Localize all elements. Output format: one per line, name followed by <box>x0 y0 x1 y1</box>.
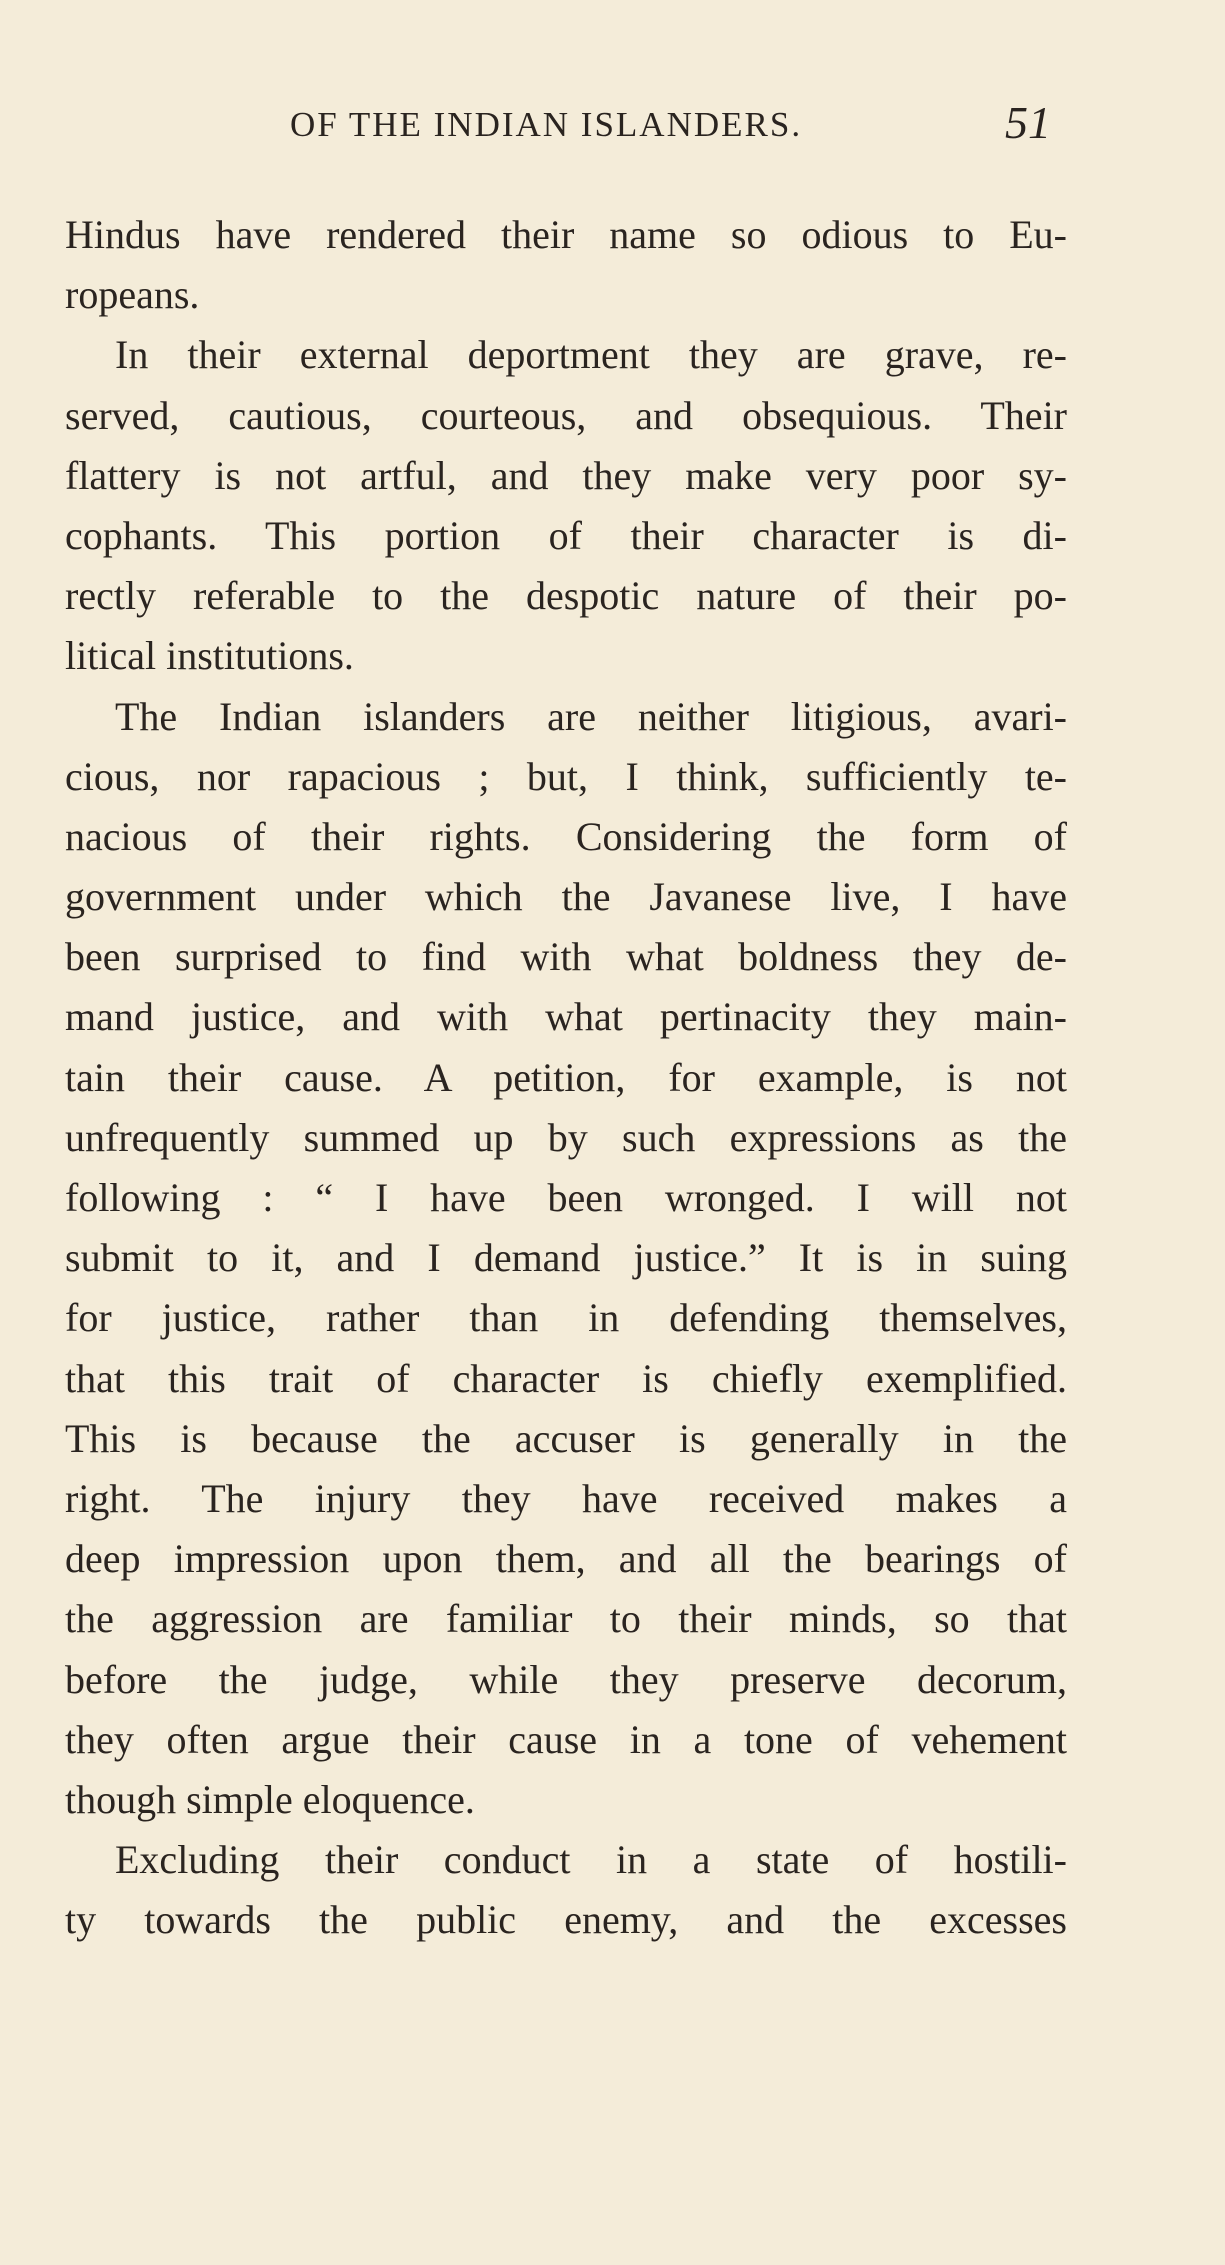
text-line: that this trait of character is chiefly exemplified. <box>65 1355 1067 1401</box>
text-line: nacious of their rights. Considering the form of <box>65 813 1067 859</box>
text-line: flattery is not artful, and they make very poor sy- <box>65 452 1067 498</box>
text-line: cophants. This portion of their character is di- <box>65 512 1067 558</box>
text-line: cious, nor rapacious ; but, I think, sufficiently te- <box>65 753 1067 799</box>
text-line: deep impression upon them, and all the bearings of <box>65 1536 1067 1582</box>
text-line: following : “ I have been wronged. I will not <box>65 1175 1067 1220</box>
text-line: tain their cause. A petition, for example, is not <box>65 1054 1067 1100</box>
paragraph-first-line: Excluding their conduct in a state of hostili- <box>115 1837 1067 1883</box>
text-line: the aggression are familiar to their minds, so that <box>65 1596 1067 1642</box>
text-line: litical institutions. <box>65 633 354 679</box>
text-line: they often argue their cause in a tone of vehement <box>65 1716 1067 1762</box>
text-line: government under which the Javanese live, I have <box>65 874 1067 920</box>
text-line: been surprised to find with what boldness they de- <box>65 934 1067 980</box>
text-line: though simple eloquence. <box>65 1776 475 1822</box>
text-line: mand justice, and with what pertinacity they main- <box>65 994 1067 1040</box>
text-line: ty towards the public enemy, and the excesses <box>65 1897 1067 1943</box>
running-head: OF THE INDIAN ISLANDERS. <box>290 105 803 144</box>
text-line: before the judge, while they preserve decorum, <box>65 1656 1067 1702</box>
page-number: 51 <box>1005 97 1051 148</box>
body-text <box>65 205 1067 1950</box>
text-line: ropeans. <box>65 272 200 318</box>
text-line: served, cautious, courteous, and obsequious. Their <box>65 392 1067 438</box>
text-line: for justice, rather than in defending themselves, <box>65 1295 1067 1341</box>
paragraph-first-line: The Indian islanders are neither litigious, avari- <box>115 693 1067 739</box>
paragraph-first-line: In their external deportment they are grave, re- <box>115 332 1067 378</box>
text-line: Hindus have rendered their name so odious to Eu- <box>65 212 1067 257</box>
text-line: right. The injury they have received makes a <box>65 1475 1067 1521</box>
text-line: submit to it, and I demand justice.” It is in suing <box>65 1235 1067 1281</box>
text-line: rectly referable to the despotic nature of their po- <box>65 573 1067 619</box>
text-line: unfrequently summed up by such expressions as the <box>65 1114 1067 1160</box>
text-line: This is because the accuser is generally in the <box>65 1415 1067 1461</box>
